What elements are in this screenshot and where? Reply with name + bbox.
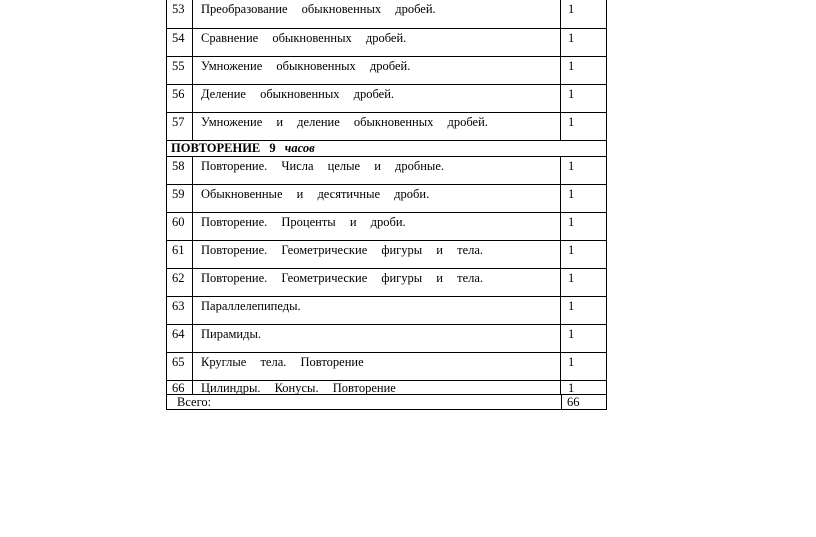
section-title: ПОВТОРЕНИЕ 9 bbox=[171, 141, 276, 155]
lesson-hours: 1 bbox=[568, 2, 575, 16]
lesson-hours: 1 bbox=[568, 243, 575, 257]
lesson-hours: 1 bbox=[568, 87, 575, 101]
lesson-title: Параллелепипеды. bbox=[193, 297, 561, 324]
table-row bbox=[166, 241, 607, 269]
row-number: 57 bbox=[167, 113, 193, 140]
lesson-hours: 1 bbox=[568, 381, 575, 395]
table-row bbox=[166, 381, 607, 395]
row-number: 55 bbox=[167, 57, 193, 84]
lesson-plan-table bbox=[166, 0, 607, 410]
row-number: 56 bbox=[167, 85, 193, 112]
lesson-hours: 1 bbox=[568, 59, 575, 73]
row-number: 54 bbox=[167, 29, 193, 56]
table-row bbox=[166, 113, 607, 141]
lesson-title: Повторение. Проценты и дроби. bbox=[193, 213, 561, 240]
lesson-title: Преобразование обыкновенных дробей. bbox=[193, 0, 561, 28]
lesson-title: Круглые тела. Повторение bbox=[193, 353, 561, 380]
lesson-title: Деление обыкновенных дробей. bbox=[193, 85, 561, 112]
row-number: 60 bbox=[167, 213, 193, 240]
row-number: 65 bbox=[167, 353, 193, 380]
table-row bbox=[166, 213, 607, 241]
row-number: 61 bbox=[167, 241, 193, 268]
table-row bbox=[166, 157, 607, 185]
table-row bbox=[166, 325, 607, 353]
lesson-title: Повторение. Геометрические фигуры и тела. bbox=[193, 269, 561, 296]
lesson-title: Сравнение обыкновенных дробей. bbox=[193, 29, 561, 56]
table-row bbox=[166, 269, 607, 297]
total-label: Всего: bbox=[177, 395, 212, 409]
section-title-wrap bbox=[171, 141, 315, 156]
lesson-hours: 1 bbox=[568, 355, 575, 369]
row-number: 64 bbox=[167, 325, 193, 352]
table-row bbox=[166, 0, 607, 29]
lesson-title: Пирамиды. bbox=[193, 325, 561, 352]
table-row bbox=[166, 57, 607, 85]
lesson-hours: 1 bbox=[568, 187, 575, 201]
table-row bbox=[166, 29, 607, 57]
lesson-title: Повторение. Числа целые и дробные. bbox=[193, 157, 561, 184]
table-row bbox=[166, 297, 607, 325]
section-unit: часов bbox=[284, 141, 315, 155]
lesson-hours: 1 bbox=[568, 271, 575, 285]
row-number: 59 bbox=[167, 185, 193, 212]
table-row bbox=[166, 353, 607, 381]
total-value: 66 bbox=[561, 395, 606, 409]
lesson-title: Повторение. Геометрические фигуры и тела. bbox=[193, 241, 561, 268]
lesson-hours: 1 bbox=[568, 115, 575, 129]
lesson-hours: 1 bbox=[568, 327, 575, 341]
section-header bbox=[166, 141, 607, 157]
row-number: 63 bbox=[167, 297, 193, 324]
row-number: 53 bbox=[167, 0, 193, 28]
table-row bbox=[166, 85, 607, 113]
total-row bbox=[166, 395, 607, 410]
lesson-hours: 1 bbox=[568, 215, 575, 229]
lesson-hours: 1 bbox=[568, 159, 575, 173]
lesson-title: Обыкновенные и десятичные дроби. bbox=[193, 185, 561, 212]
row-number: 62 bbox=[167, 269, 193, 296]
row-number: 58 bbox=[167, 157, 193, 184]
row-number: 66 bbox=[167, 381, 193, 394]
lesson-title: Умножение обыкновенных дробей. bbox=[193, 57, 561, 84]
lesson-title: Цилиндры. Конусы. Повторение bbox=[193, 381, 561, 394]
lesson-title: Умножение и деление обыкновенных дробей. bbox=[193, 113, 561, 140]
table-row bbox=[166, 185, 607, 213]
lesson-hours: 1 bbox=[568, 31, 575, 45]
lesson-hours: 1 bbox=[568, 299, 575, 313]
